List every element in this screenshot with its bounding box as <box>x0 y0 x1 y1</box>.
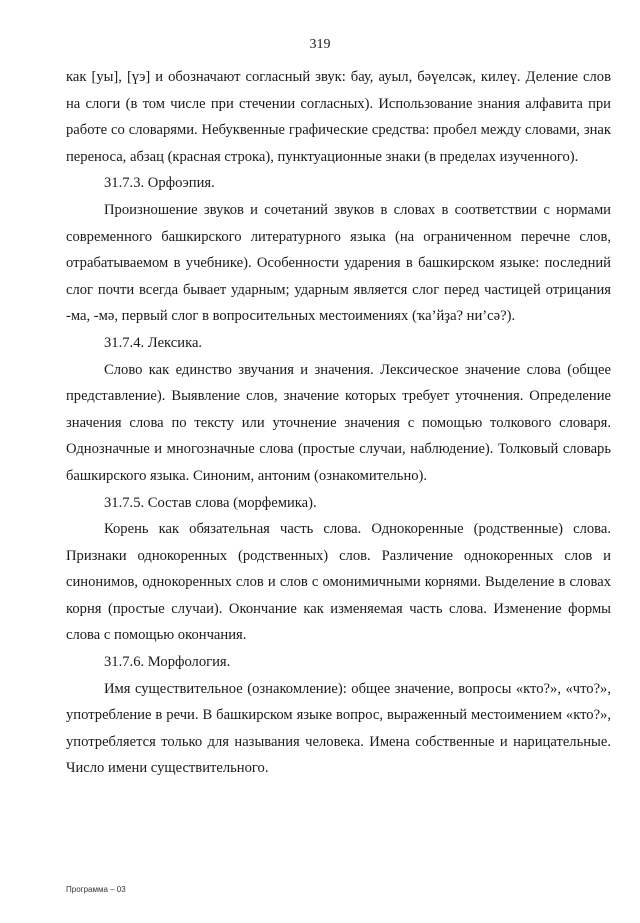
paragraph-lexicon: Слово как единство звучания и значения. Лексическое значение слова (общее представление). Выявление слов, значение которых требует уточнения. Определение значения слова по тексту или уточнение значения с помощью толкового словаря. Однозначные и многозначные слова (простые случаи, наблюдение). Толковый словарь башкирского языка. Синоним, антоним (ознакомительно). <box>66 361 611 484</box>
page-number: 319 <box>309 37 331 52</box>
body-text <box>66 64 611 782</box>
paragraph-morphology: Имя существительное (ознакомление): общее значение, вопросы «кто?», «что?», употребление в речи. В башкирском языке вопрос, выраженный местоимением «кто?», употребляется только для называния человека. Имена собственные и нарицательные. Число имени существительного. <box>66 680 611 777</box>
paragraph-alphabet: как [уы], [үэ] и обозначают согласный звук: бау, ауыл, бәүелсәк, килеү. Деление слов на слоги (в том числе при стечении согласных). Использование знания алфавита при работе со словарями. Небуквенные графические средства: пробел между словами, знак переноса, абзац (красная строка), пунктуационные знаки (в пределах изученного). <box>66 69 611 165</box>
paragraph-orthoepy: Произношение звуков и сочетаний звуков в словах в соответствии с нормами современного башкирского литературного языка (на ограниченном перечне слов, отрабатываемом в учебнике). Особенности ударения в башкирском языке: последний слог почти всегда бывает ударным; ударным является слог перед частицей отрицания -ма, -мә, первый слог в вопросительных местоимениях (ҡа’йҙа? ни’сә?). <box>66 201 611 325</box>
footer-label: Программа – 03 <box>66 885 126 894</box>
heading-morphemics: 31.7.5. Состав слова (морфемика). <box>104 494 317 511</box>
heading-morphology: 31.7.6. Морфология. <box>104 654 231 671</box>
heading-orthoepy: 31.7.3. Орфоэпия. <box>104 175 215 192</box>
heading-lexicon: 31.7.4. Лексика. <box>104 334 203 351</box>
paragraph-morphemics: Корень как обязательная часть слова. Однокоренные (родственные) слова. Признаки однокоренных (родственных) слов. Различение однокоренных слов и синонимов, однокоренных слов и слов с омонимичными корнями. Выделение в словах корня (простые случаи). Окончание как изменяемая часть слова. Изменение формы слова с помощью окончания. <box>66 521 611 644</box>
